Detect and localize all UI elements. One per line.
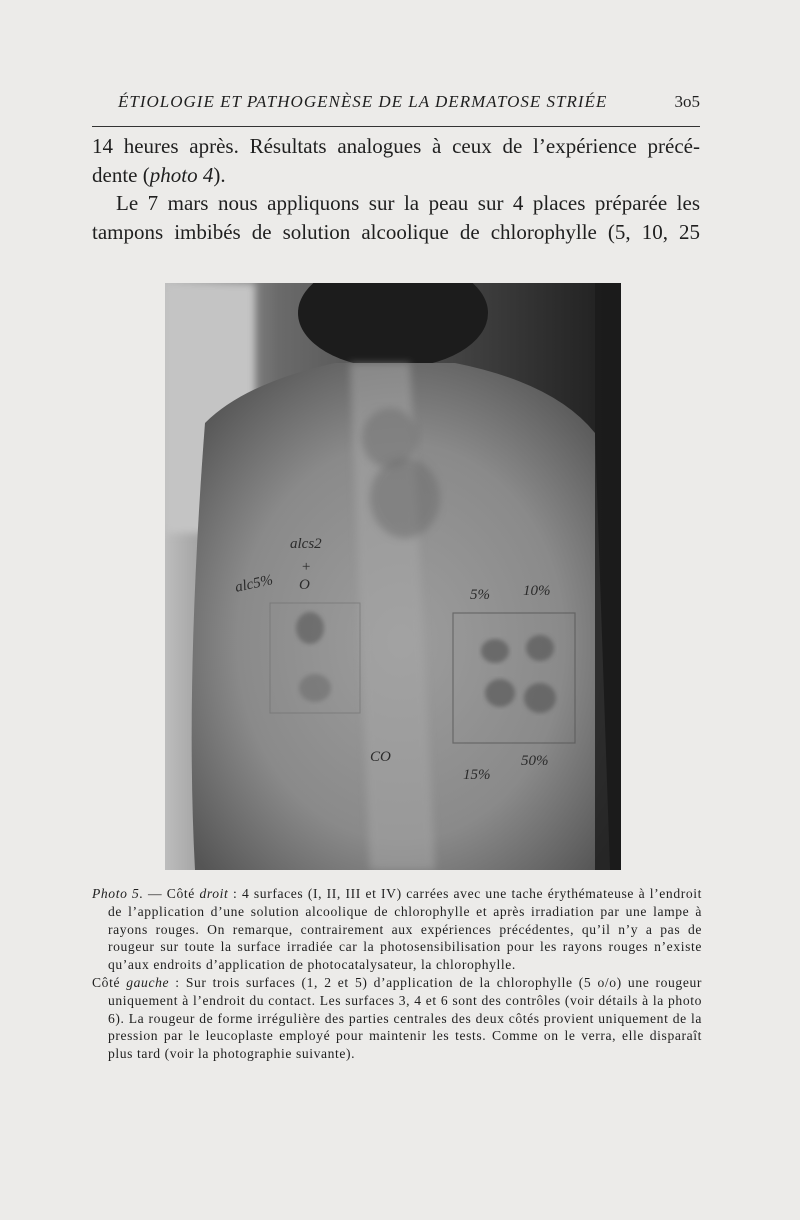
handwritten-label: 50% <box>521 753 549 769</box>
caption-paragraph-2 <box>92 974 702 1063</box>
body-line-2 <box>92 161 700 190</box>
page-number: 3o5 <box>674 92 700 111</box>
photo-illustration <box>165 283 621 870</box>
handwritten-label: 10% <box>523 583 551 599</box>
photo-caption <box>92 885 702 1063</box>
caption-left-word: gauche <box>126 974 170 990</box>
handwritten-label: alcs2 <box>290 536 322 552</box>
header-rule <box>92 126 700 127</box>
body-paragraph-2: Le 7 mars nous appliquons sur la peau sur 4 places préparée les tampons imbibés de solution alcoolique de chlorophylle (5, 10, 25 <box>92 191 700 244</box>
photograph-back <box>165 283 621 870</box>
caption-right-word: droit <box>199 886 229 901</box>
handwritten-label: CO <box>370 749 391 765</box>
body-line-2-text: dente ( <box>92 162 150 187</box>
caption-text-2: : Sur trois surfaces (1, 2 et 5) d’application de la chlorophylle (5 o/o) une rougeur uniquement à l’endroit du contact. Les surfaces 3, 4 et 6 sont des contrôles (voir détails à la photo 6). La rougeur de forme irrégulière des parties centrales des deux côtés provient uniquement de la pression par le leucoplaste employé pour maintenir les tests. Comme on le verra, elle disparaît plus tard (voir la photographie suivante). <box>108 974 702 1062</box>
caption-text-1: : 4 surfaces (I, II, III et IV) carrées avec une tache érythémateuse à l’endroit de l’application d’une solution alcoolique de chlorophylle et après irradiation par une lampe à rayons rouges. On remarque, contrairement aux expériences précédentes, qu’il n’y a pas de rougeur sur toute la surface irradiée car la photosensibilisation pour les rayons rouges n’existe qu’aux endroits d’application de photocatalysateur, la chlorophylle. <box>108 886 702 973</box>
handwritten-label: alc5% <box>233 572 275 596</box>
handwritten-label: + <box>301 559 312 575</box>
body-text <box>92 132 700 246</box>
running-head <box>118 92 700 112</box>
caption-cote: Côté <box>92 974 127 990</box>
handwritten-label: 15% <box>463 767 491 783</box>
caption-dash: — Côté <box>143 886 200 901</box>
body-line-1: 14 heures après. Résultats analogues à ceux de l’expérience précé- <box>92 134 700 158</box>
handwritten-label: 5% <box>470 587 490 603</box>
caption-label: Photo 5. <box>92 886 144 901</box>
handwritten-label: O <box>299 577 310 593</box>
running-head-title: ÉTIOLOGIE ET PATHOGENÈSE DE LA DERMATOSE STRIÉE <box>118 92 608 111</box>
caption-paragraph-1 <box>92 885 702 974</box>
body-line-2-end: ). <box>213 162 226 187</box>
photo-reference: photo 4 <box>149 162 214 187</box>
